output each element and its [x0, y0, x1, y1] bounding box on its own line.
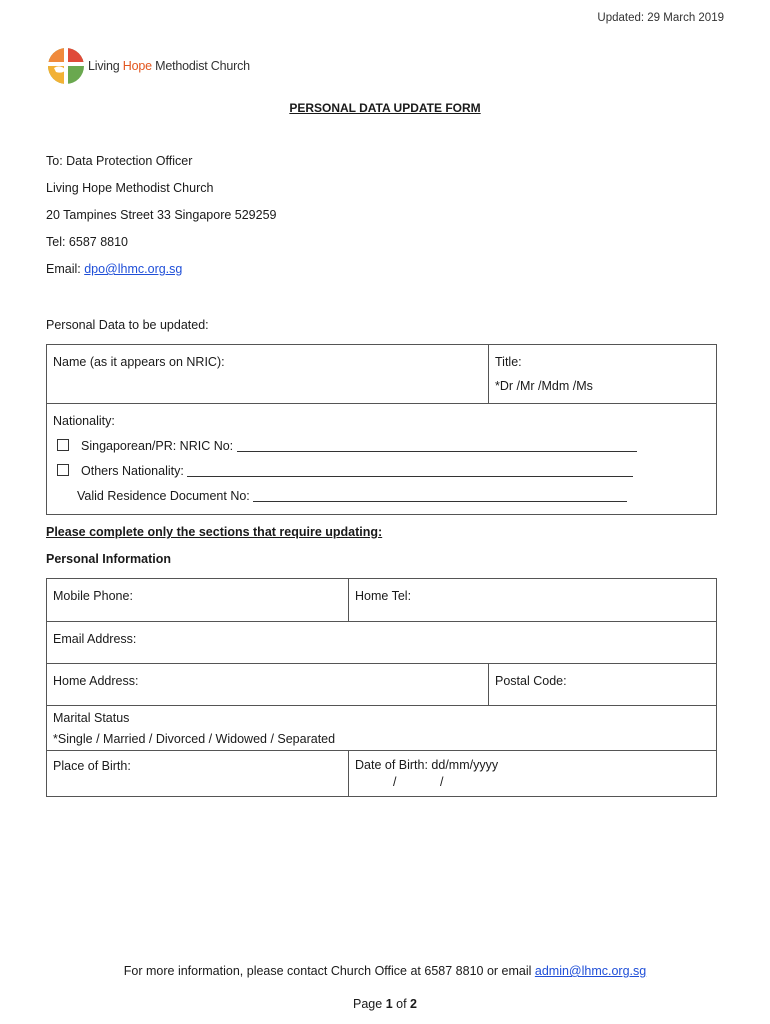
updated-date: Updated: 29 March 2019 [597, 12, 724, 24]
home-tel-field[interactable] [349, 579, 717, 622]
addressee-to: To: Data Protection Officer [46, 154, 193, 168]
date-of-birth-label: Date of Birth: dd/mm/yyyy [355, 758, 499, 772]
residence-row [53, 484, 710, 509]
admin-email-link[interactable]: admin@lhmc.org.sg [534, 964, 647, 978]
email-address-label: Email Address: [53, 632, 137, 646]
addressee-email-line [46, 262, 182, 276]
logo-word-hope: Hope [122, 59, 152, 73]
page-total: 2 [410, 997, 417, 1011]
church-logo [46, 46, 250, 86]
addressee-tel: Tel: 6587 8810 [46, 235, 129, 249]
identity-table [46, 344, 717, 515]
page-number [0, 997, 770, 1011]
email-label: Email: [46, 262, 85, 276]
mobile-field[interactable] [47, 579, 349, 622]
footer-info [0, 964, 770, 978]
logo-word-methodist-church: Methodist Church [155, 59, 250, 73]
instruction-text: Please complete only the sections that require updating: [46, 525, 383, 539]
title-field[interactable] [489, 345, 717, 404]
addressee-address: 20 Tampines Street 33 Singapore 529259 [46, 208, 277, 222]
residence-label: Valid Residence Document No: [77, 489, 250, 503]
singaporean-row [53, 434, 710, 459]
place-of-birth-label: Place of Birth: [53, 759, 131, 773]
singaporean-checkbox[interactable] [57, 439, 69, 451]
date-of-birth-field[interactable] [349, 751, 717, 797]
others-nationality-input-line[interactable] [187, 463, 633, 477]
home-tel-label: Home Tel: [355, 589, 412, 603]
nationality-field [47, 404, 717, 515]
page-word: Page [353, 997, 386, 1011]
form-title: PERSONAL DATA UPDATE FORM [289, 101, 481, 115]
personal-info-table [46, 578, 717, 797]
others-checkbox[interactable] [57, 464, 69, 476]
home-address-label: Home Address: [53, 674, 139, 688]
addressee-org: Living Hope Methodist Church [46, 181, 214, 195]
name-label: Name (as it appears on NRIC): [53, 355, 225, 369]
email-field[interactable] [47, 622, 717, 664]
marital-status-label: Marital Status [53, 711, 130, 725]
postal-code-label: Postal Code: [495, 674, 567, 688]
date-of-birth-slashes: / / [393, 775, 444, 789]
home-address-field[interactable] [47, 664, 489, 706]
nric-input-line[interactable] [237, 438, 637, 452]
others-label: Others Nationality: [81, 464, 184, 478]
singaporean-label: Singaporean/PR: NRIC No: [81, 439, 234, 453]
title-label: Title: [495, 355, 522, 369]
logo-word-living: Living [88, 59, 120, 73]
marital-status-field[interactable] [47, 706, 717, 751]
logo-cross-icon [46, 46, 86, 86]
of-word: of [392, 997, 411, 1011]
place-of-birth-field[interactable] [47, 751, 349, 797]
personal-data-label: Personal Data to be updated: [46, 318, 209, 332]
title-options: *Dr /Mr /Mdm /Ms [495, 379, 593, 393]
name-field[interactable] [47, 345, 489, 404]
page-current: 1 [385, 997, 393, 1011]
mobile-label: Mobile Phone: [53, 589, 133, 603]
personal-info-heading: Personal Information [46, 552, 172, 566]
residence-input-line[interactable] [253, 488, 627, 502]
others-row [53, 459, 710, 484]
marital-status-options: *Single / Married / Divorced / Widowed / Separated [53, 732, 336, 746]
logo-text [88, 59, 250, 73]
nationality-label: Nationality: [53, 414, 115, 428]
dpo-email-link[interactable]: dpo@lhmc.org.sg [84, 262, 183, 276]
postal-code-field[interactable] [489, 664, 717, 706]
footer-info-text: For more information, please contact Church Office at 6587 8810 or email [123, 964, 535, 978]
